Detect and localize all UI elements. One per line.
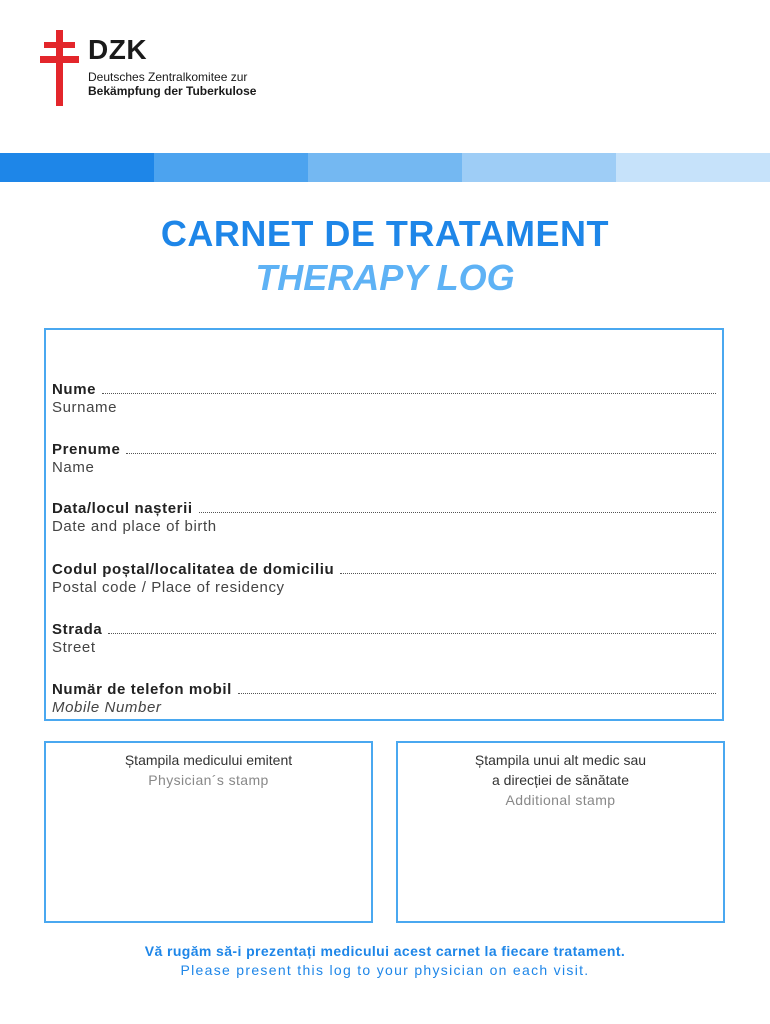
street-field[interactable] [52,618,716,658]
band-segment-1 [0,153,154,182]
field-translation: Street [52,639,96,656]
band-segment-4 [462,153,616,182]
field-translation: Name [52,459,95,476]
footer-note-english: Please present this log to your physician on each visit. [180,962,590,978]
stamp-label-translation: Additional stamp [505,792,616,808]
field-translation: Surname [52,399,118,416]
field-label: Codul poștal/localitatea de domiciliu [52,561,335,578]
birth-date-place-field[interactable] [52,497,716,537]
field-translation: Mobile Number [52,699,162,716]
band-segment-5 [616,153,770,182]
page-title-english: THERAPY LOG [255,257,515,298]
stamp-label: Ștampila medicului emitent [124,752,293,768]
band-segment-2 [154,153,308,182]
name-field[interactable] [52,438,716,478]
personal-data-form [44,328,724,721]
footer-note-romanian: Vă rugăm să-i prezentați medicului acest carnet la fiecare tratament. [144,943,626,959]
logo-org-name-line1: Deutsches Zentralkomitee zur [88,70,248,84]
band-segment-3 [308,153,462,182]
dotted-input-line[interactable] [102,393,716,394]
field-translation: Date and place of birth [52,518,217,535]
dotted-input-line[interactable] [108,633,716,634]
postal-code-residency-field[interactable] [52,558,716,598]
stamp-label-translation: Physician´s stamp [148,772,269,788]
header-color-band [0,153,770,182]
mobile-number-field[interactable] [52,678,716,718]
physician-stamp-box[interactable] [44,741,373,923]
field-label: Strada [52,621,103,638]
stamp-label-line2: a direcției de sănătate [492,772,629,788]
logo-abbreviation: DZK [88,34,148,65]
dzk-logo [40,30,280,110]
dotted-input-line[interactable] [340,573,716,574]
double-cross-icon [40,30,80,106]
dotted-input-line[interactable] [199,512,716,513]
logo-org-name-line2: Bekämpfung der Tuberkulose [88,84,257,98]
page-title-romanian: CARNET DE TRATAMENT [160,213,610,254]
stamp-label: Ștampila unui alt medic sau [474,752,647,768]
field-label: Prenume [52,441,121,458]
surname-field[interactable] [52,378,716,418]
field-label: Nume [52,381,97,398]
additional-stamp-box[interactable] [396,741,725,923]
dotted-input-line[interactable] [238,693,716,694]
field-label: Numär de telefon mobil [52,681,232,698]
dotted-input-line[interactable] [126,453,716,454]
field-translation: Postal code / Place of residency [52,579,285,596]
field-label: Data/locul nașterii [52,500,193,517]
